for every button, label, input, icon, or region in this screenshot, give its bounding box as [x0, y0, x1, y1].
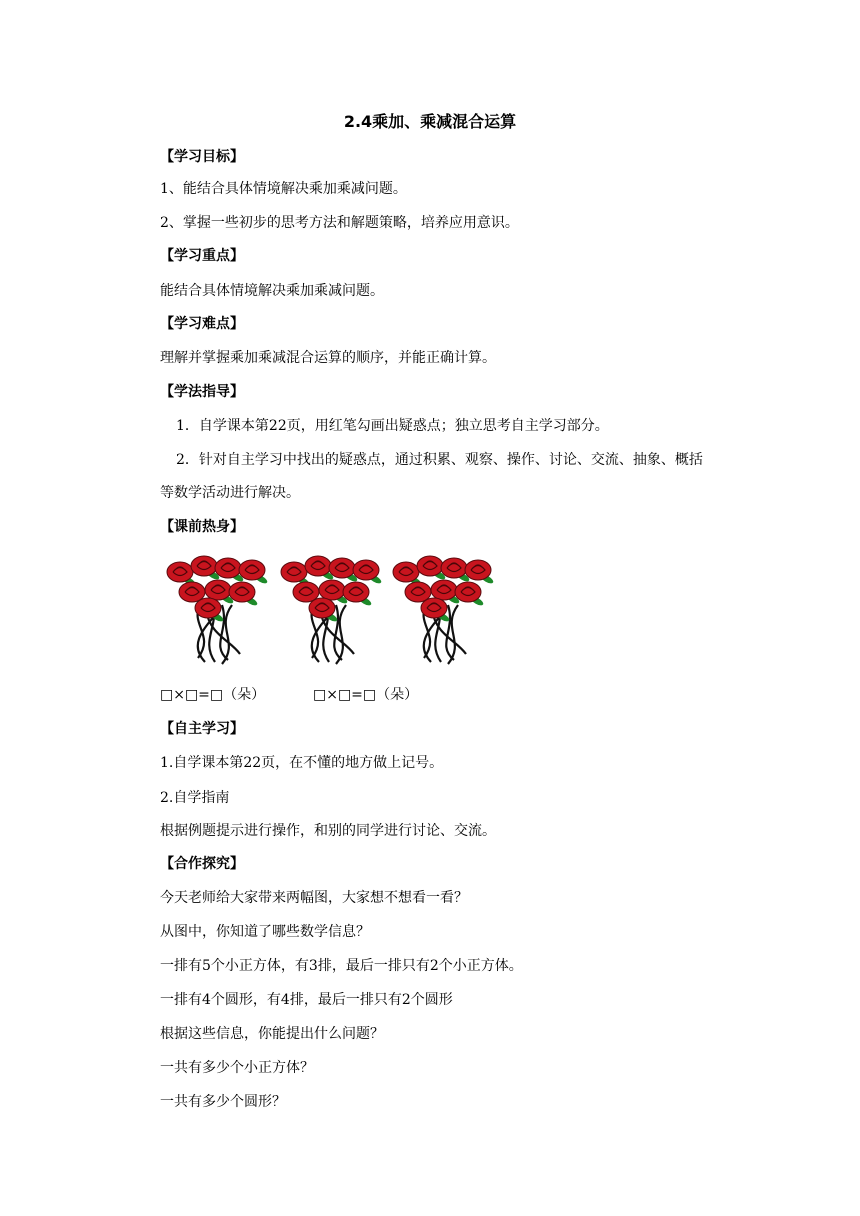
rose-flower [229, 582, 259, 607]
explore-item: 从图中，你知道了哪些数学信息？ [160, 924, 370, 940]
goal-item: 2、掌握一些初步的思考方法和解题策略，培养应用意识。 [160, 215, 519, 231]
method-item: 1．自学课本第22页，用红笔勾画出疑惑点；独立思考自主学习部分。 [176, 418, 609, 434]
rose-flower [465, 560, 495, 585]
method-item-continued: 等数学活动进行解决。 [160, 485, 300, 501]
rose-bouquet-image [274, 550, 390, 668]
explore-heading: 【合作探究】 [160, 856, 244, 872]
page-title: 2.4乘加、乘减混合运算 [343, 112, 517, 131]
warmup-formula-1: □×□=□（朵） [160, 687, 266, 703]
self-study-item: 2.自学指南 [160, 790, 230, 806]
key-points-heading: 【学习重点】 [160, 248, 244, 264]
rose-flower [421, 598, 451, 623]
self-study-item: 1.自学课本第22页，在不懂的地方做上记号。 [160, 755, 444, 771]
rose-flower [353, 560, 383, 585]
goal-item: 1、能结合具体情境解决乘加乘减问题。 [160, 181, 407, 197]
rose-flower [455, 582, 485, 607]
warmup-formula-2: □×□=□（朵） [313, 687, 419, 703]
explore-item: 一排有4个圆形，有4排，最后一排只有2个圆形 [160, 992, 453, 1008]
rose-bouquet-image [386, 550, 502, 668]
rose-bouquets [160, 550, 500, 670]
method-item: 2．针对自主学习中找出的疑惑点，通过积累、观察、操作、讨论、交流、抽象、概括 [176, 452, 703, 468]
goals-heading: 【学习目标】 [160, 149, 244, 165]
key-points-text: 能结合具体情境解决乘加乘减问题。 [160, 283, 384, 299]
method-heading: 【学法指导】 [160, 384, 244, 400]
difficulties-heading: 【学习难点】 [160, 316, 244, 332]
rose-flower [195, 598, 225, 623]
rose-bouquet-image [160, 550, 276, 668]
explore-item: 今天老师给大家带来两幅图，大家想不想看一看？ [160, 890, 468, 906]
explore-item: 一排有5个小正方体，有3排，最后一排只有2个小正方体。 [160, 958, 523, 974]
self-study-heading: 【自主学习】 [160, 721, 244, 737]
rose-flower [309, 598, 339, 623]
explore-item: 根据这些信息，你能提出什么问题？ [160, 1026, 384, 1042]
rose-flower [239, 560, 269, 585]
explore-item: 一共有多少个圆形？ [160, 1094, 286, 1110]
warmup-heading: 【课前热身】 [160, 519, 244, 535]
self-study-item: 根据例题提示进行操作，和别的同学进行讨论、交流。 [160, 823, 496, 839]
difficulties-text: 理解并掌握乘加乘减混合运算的顺序，并能正确计算。 [160, 350, 496, 366]
rose-flower [343, 582, 373, 607]
explore-item: 一共有多少个小正方体？ [160, 1060, 314, 1076]
